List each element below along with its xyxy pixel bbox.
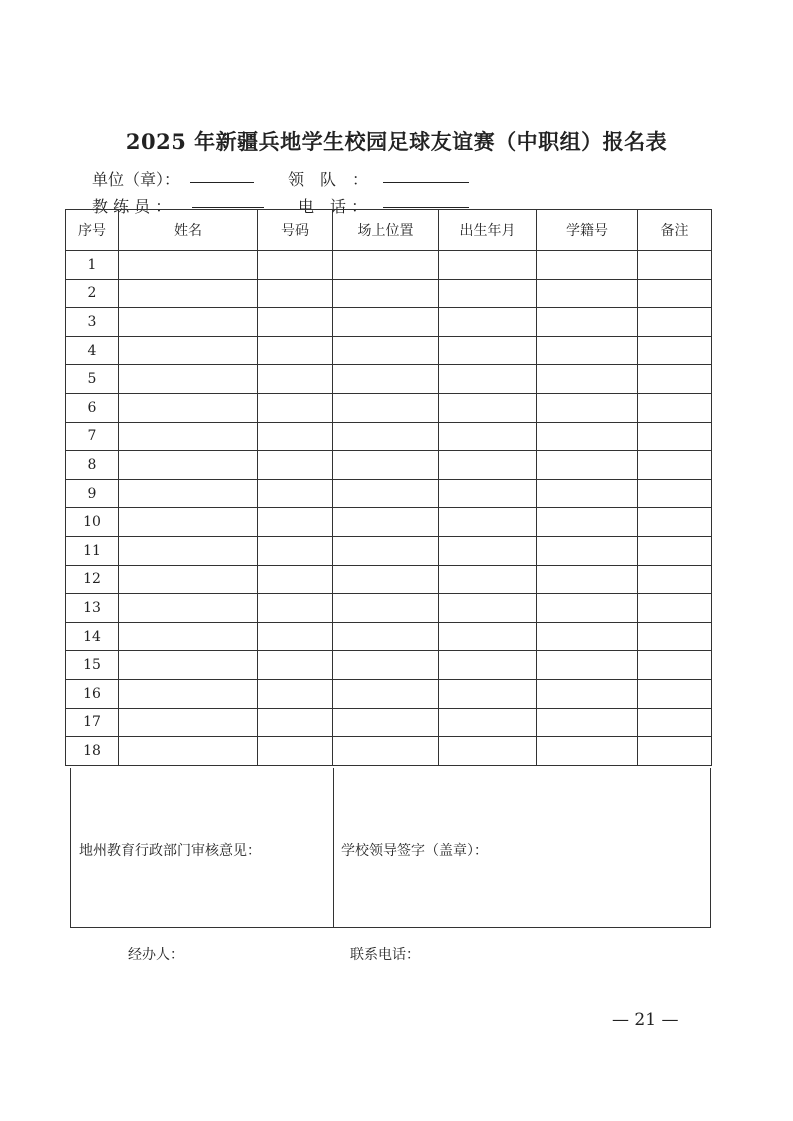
remarks-cell[interactable] bbox=[638, 251, 712, 280]
row-number-cell: 4 bbox=[66, 336, 119, 365]
row-number-cell: 16 bbox=[66, 679, 119, 708]
number-cell[interactable] bbox=[258, 536, 333, 565]
position-cell[interactable] bbox=[333, 651, 439, 680]
phone-field[interactable] bbox=[383, 207, 469, 208]
remarks-cell[interactable] bbox=[638, 479, 712, 508]
remarks-cell[interactable] bbox=[638, 622, 712, 651]
student-id-cell[interactable] bbox=[537, 737, 638, 766]
row-number-cell: 14 bbox=[66, 622, 119, 651]
birth-cell[interactable] bbox=[439, 737, 537, 766]
birth-cell[interactable] bbox=[439, 336, 537, 365]
student-id-cell[interactable] bbox=[537, 536, 638, 565]
row-number-cell: 13 bbox=[66, 594, 119, 623]
position-cell[interactable] bbox=[333, 594, 439, 623]
col-header-remarks: 备注 bbox=[638, 210, 712, 251]
table-row bbox=[66, 508, 712, 537]
remarks-cell[interactable] bbox=[638, 365, 712, 394]
number-cell[interactable] bbox=[258, 479, 333, 508]
position-cell[interactable] bbox=[333, 422, 439, 451]
remarks-cell[interactable] bbox=[638, 651, 712, 680]
table-row bbox=[66, 393, 712, 422]
birth-cell[interactable] bbox=[439, 308, 537, 337]
position-cell[interactable] bbox=[333, 679, 439, 708]
birth-cell[interactable] bbox=[439, 393, 537, 422]
position-cell[interactable] bbox=[333, 737, 439, 766]
col-header-number: 号码 bbox=[258, 210, 333, 251]
table-row bbox=[66, 479, 712, 508]
student-id-cell[interactable] bbox=[537, 336, 638, 365]
table-row bbox=[66, 336, 712, 365]
remarks-cell[interactable] bbox=[638, 737, 712, 766]
approval-divider bbox=[333, 768, 334, 927]
table-row bbox=[66, 651, 712, 680]
table-row bbox=[66, 422, 712, 451]
table-row bbox=[66, 536, 712, 565]
birth-cell[interactable] bbox=[439, 451, 537, 480]
coach-field[interactable] bbox=[192, 207, 264, 208]
name-cell[interactable] bbox=[119, 536, 258, 565]
row-number-cell: 18 bbox=[66, 737, 119, 766]
student-id-cell[interactable] bbox=[537, 594, 638, 623]
position-cell[interactable] bbox=[333, 308, 439, 337]
page-number: — 21 — bbox=[612, 1010, 679, 1030]
birth-cell[interactable] bbox=[439, 679, 537, 708]
remarks-cell[interactable] bbox=[638, 594, 712, 623]
form-title: 2025 年新疆兵地学生校园足球友谊赛（中职组）报名表 bbox=[125, 129, 668, 154]
table-row bbox=[66, 737, 712, 766]
remarks-cell[interactable] bbox=[638, 336, 712, 365]
number-cell[interactable] bbox=[258, 622, 333, 651]
birth-cell[interactable] bbox=[439, 651, 537, 680]
table-row bbox=[66, 594, 712, 623]
row-number-cell: 10 bbox=[66, 508, 119, 537]
remarks-cell[interactable] bbox=[638, 565, 712, 594]
name-cell[interactable] bbox=[119, 422, 258, 451]
birth-cell[interactable] bbox=[439, 251, 537, 280]
number-cell[interactable] bbox=[258, 393, 333, 422]
coach-label: 教 练 员 ： bbox=[92, 197, 172, 216]
col-header-seq: 序号 bbox=[66, 210, 119, 251]
table-row bbox=[66, 708, 712, 737]
col-header-name: 姓名 bbox=[119, 210, 258, 251]
approval-box bbox=[70, 768, 711, 928]
birth-cell[interactable] bbox=[439, 279, 537, 308]
row-number-cell: 15 bbox=[66, 651, 119, 680]
position-cell[interactable] bbox=[333, 393, 439, 422]
student-id-cell[interactable] bbox=[537, 365, 638, 394]
name-cell[interactable] bbox=[119, 251, 258, 280]
name-cell[interactable] bbox=[119, 508, 258, 537]
position-cell[interactable] bbox=[333, 708, 439, 737]
remarks-cell[interactable] bbox=[638, 393, 712, 422]
birth-cell[interactable] bbox=[439, 508, 537, 537]
student-id-cell[interactable] bbox=[537, 451, 638, 480]
remarks-cell[interactable] bbox=[638, 279, 712, 308]
birth-cell[interactable] bbox=[439, 708, 537, 737]
student-id-cell[interactable] bbox=[537, 679, 638, 708]
unit-label: 单位（章）： bbox=[92, 170, 181, 189]
number-cell[interactable] bbox=[258, 708, 333, 737]
name-cell[interactable] bbox=[119, 279, 258, 308]
row-number-cell: 2 bbox=[66, 279, 119, 308]
birth-cell[interactable] bbox=[439, 594, 537, 623]
table-row bbox=[66, 279, 712, 308]
student-id-cell[interactable] bbox=[537, 565, 638, 594]
position-cell[interactable] bbox=[333, 479, 439, 508]
school-leader-label: 学校领导签字（盖章）： bbox=[341, 843, 488, 859]
row-number-cell: 9 bbox=[66, 479, 119, 508]
row-number-cell: 8 bbox=[66, 451, 119, 480]
position-cell[interactable] bbox=[333, 365, 439, 394]
row-number-cell: 7 bbox=[66, 422, 119, 451]
position-cell[interactable] bbox=[333, 536, 439, 565]
remarks-cell[interactable] bbox=[638, 308, 712, 337]
name-cell[interactable] bbox=[119, 308, 258, 337]
row-number-cell: 6 bbox=[66, 393, 119, 422]
remarks-cell[interactable] bbox=[638, 708, 712, 737]
position-cell[interactable] bbox=[333, 251, 439, 280]
row-number-cell: 12 bbox=[66, 565, 119, 594]
student-id-cell[interactable] bbox=[537, 479, 638, 508]
remarks-cell[interactable] bbox=[638, 508, 712, 537]
number-cell[interactable] bbox=[258, 508, 333, 537]
birth-cell[interactable] bbox=[439, 622, 537, 651]
name-cell[interactable] bbox=[119, 451, 258, 480]
position-cell[interactable] bbox=[333, 451, 439, 480]
remarks-cell[interactable] bbox=[638, 422, 712, 451]
name-cell[interactable] bbox=[119, 708, 258, 737]
position-cell[interactable] bbox=[333, 508, 439, 537]
student-id-cell[interactable] bbox=[537, 508, 638, 537]
name-cell[interactable] bbox=[119, 336, 258, 365]
table-row bbox=[66, 679, 712, 708]
number-cell[interactable] bbox=[258, 308, 333, 337]
student-id-cell[interactable] bbox=[537, 651, 638, 680]
contact-phone-label: 联系电话： bbox=[350, 947, 420, 963]
unit-field[interactable] bbox=[190, 182, 254, 183]
birth-cell[interactable] bbox=[439, 536, 537, 565]
row-number-cell: 3 bbox=[66, 308, 119, 337]
name-cell[interactable] bbox=[119, 393, 258, 422]
number-cell[interactable] bbox=[258, 422, 333, 451]
number-cell[interactable] bbox=[258, 565, 333, 594]
education-dept-label: 地州教育行政部门审核意见： bbox=[79, 843, 261, 859]
name-cell[interactable] bbox=[119, 679, 258, 708]
name-cell[interactable] bbox=[119, 737, 258, 766]
birth-cell[interactable] bbox=[439, 479, 537, 508]
leader-label: 领 队 ： bbox=[288, 170, 369, 189]
col-header-position: 场上位置 bbox=[333, 210, 439, 251]
position-cell[interactable] bbox=[333, 336, 439, 365]
name-cell[interactable] bbox=[119, 479, 258, 508]
number-cell[interactable] bbox=[258, 251, 333, 280]
table-row bbox=[66, 365, 712, 394]
table-row bbox=[66, 308, 712, 337]
number-cell[interactable] bbox=[258, 365, 333, 394]
student-id-cell[interactable] bbox=[537, 393, 638, 422]
table-row bbox=[66, 451, 712, 480]
number-cell[interactable] bbox=[258, 679, 333, 708]
name-cell[interactable] bbox=[119, 594, 258, 623]
position-cell[interactable] bbox=[333, 565, 439, 594]
phone-label: 电 话 ： bbox=[298, 197, 368, 216]
student-id-cell[interactable] bbox=[537, 622, 638, 651]
birth-cell[interactable] bbox=[439, 422, 537, 451]
table-header-row bbox=[66, 210, 712, 251]
position-cell[interactable] bbox=[333, 279, 439, 308]
number-cell[interactable] bbox=[258, 594, 333, 623]
table-row bbox=[66, 622, 712, 651]
table-row bbox=[66, 251, 712, 280]
position-cell[interactable] bbox=[333, 622, 439, 651]
name-cell[interactable] bbox=[119, 565, 258, 594]
table-row bbox=[66, 565, 712, 594]
student-id-cell[interactable] bbox=[537, 279, 638, 308]
row-number-cell: 17 bbox=[66, 708, 119, 737]
remarks-cell[interactable] bbox=[638, 679, 712, 708]
birth-cell[interactable] bbox=[439, 365, 537, 394]
number-cell[interactable] bbox=[258, 737, 333, 766]
remarks-cell[interactable] bbox=[638, 536, 712, 565]
number-cell[interactable] bbox=[258, 279, 333, 308]
number-cell[interactable] bbox=[258, 651, 333, 680]
row-number-cell: 11 bbox=[66, 536, 119, 565]
student-id-cell[interactable] bbox=[537, 422, 638, 451]
col-header-student-id: 学籍号 bbox=[537, 210, 638, 251]
handler-label: 经办人： bbox=[128, 947, 184, 963]
name-cell[interactable] bbox=[119, 651, 258, 680]
number-cell[interactable] bbox=[258, 451, 333, 480]
col-header-birth: 出生年月 bbox=[439, 210, 537, 251]
registration-table bbox=[65, 209, 712, 766]
leader-field[interactable] bbox=[383, 182, 469, 183]
number-cell[interactable] bbox=[258, 336, 333, 365]
remarks-cell[interactable] bbox=[638, 451, 712, 480]
name-cell[interactable] bbox=[119, 365, 258, 394]
birth-cell[interactable] bbox=[439, 565, 537, 594]
student-id-cell[interactable] bbox=[537, 251, 638, 280]
name-cell[interactable] bbox=[119, 622, 258, 651]
student-id-cell[interactable] bbox=[537, 708, 638, 737]
student-id-cell[interactable] bbox=[537, 308, 638, 337]
row-number-cell: 5 bbox=[66, 365, 119, 394]
row-number-cell: 1 bbox=[66, 251, 119, 280]
